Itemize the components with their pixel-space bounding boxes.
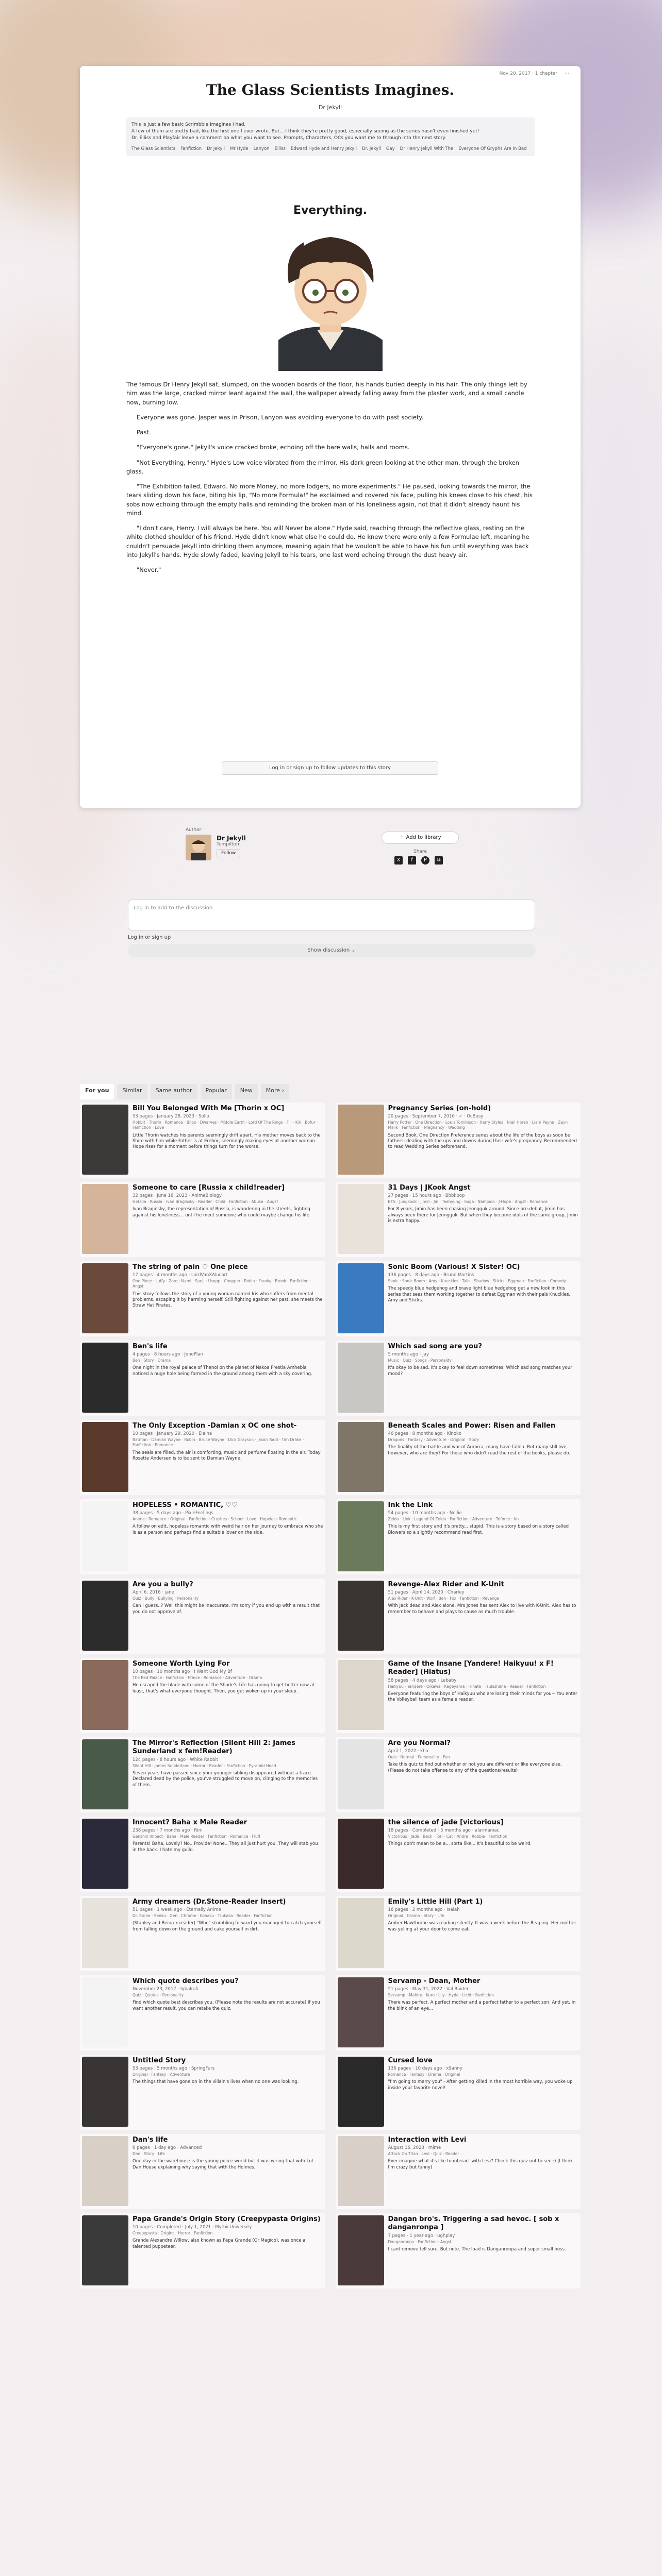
recommendation-card[interactable] [80, 2213, 325, 2289]
recommendation-card[interactable] [336, 1579, 581, 1654]
recommendation-card[interactable] [336, 2213, 581, 2289]
recommendation-tags: Haikyuu · Yandere · Oikawa · Kageyama · Hinata · Tsukishima · Reader · Fanfiction [388, 1684, 546, 1689]
author-subtitle: Tempiltom [217, 842, 241, 847]
story-meta-bar [500, 71, 569, 76]
recommendation-title[interactable]: The Mirror's Reflection (Silent Hill 2: James Sunderland x fem!Reader) [133, 1739, 295, 1756]
recommendation-info [133, 2136, 323, 2207]
recommendation-description: With Jack dead and Alex alone, Mrs Jones has sent Alex to live with K-Unit. Alex has to remember to behave and plays to cause as much trouble. [388, 1603, 576, 1615]
recommendation-title[interactable]: HOPELESS • ROMANTIC, ♡♡ [133, 1501, 238, 1509]
recommendation-card[interactable] [336, 1182, 581, 1257]
tag[interactable]: Dr Jekyll [207, 146, 225, 152]
story-paragraph: "I don't care, Henry. I will always be here. You will Never be alone." Hyde said, reaching through the reflective glass, resting on the white clothed shoulder of his friend. Hyde didn't know what else he could do. He knew there were only a few Formulae left, meaning he couldn't persuade Jekyll into drinking them anymore, meaning again that he wouldn't be able to have his fun until everything was back into Jekyll's hands. Hyde slowly faded, leaving Jekyll to his tears, one last word echoing through the dust heavy air. [126, 524, 529, 558]
recommendation-meta: 46 pages · 8 months ago · Kinoko [388, 1431, 461, 1437]
recommendation-meta: 51 pages · April 14, 2020 · Charley [388, 1590, 465, 1596]
recommendation-tags: Danganronpa · Fanfiction · Angst [388, 2239, 452, 2244]
recommendation-description: This story follows the story of a young woman named Iris who suffers from mental problems, escaping it by harming herself. Still fighting against her past, she meets the Straw Hat Pirates. [133, 1291, 323, 1309]
recommendation-card[interactable] [80, 1499, 325, 1574]
recommendation-card[interactable] [336, 2055, 581, 2130]
story-cover[interactable] [338, 1581, 384, 1651]
recommendation-meta: 16 pages · 2 months ago · Isaiah [388, 1907, 460, 1913]
recommendation-description: One night in the royal palace of Thenol on the planet of Nakoa Prestia Amhebia noticed a huge hole being formed in the ground among them with a sky covering. [133, 1365, 312, 1377]
story-cover[interactable] [338, 1343, 384, 1413]
recommendation-card[interactable] [80, 1896, 325, 1971]
facebook-icon[interactable]: f [408, 856, 416, 865]
recommendation-title[interactable]: Sonic Boom (Various! X Sister! OC) [388, 1263, 520, 1271]
recommendation-tags: Dr. Stone · Senku · Gen · Chrome · Kohaku · Tsukasa · Reader · Fanfiction [133, 1913, 273, 1919]
recommendation-description: Grande Alexandre Willow, also known as Papa Grande (Or Magico), was once a talented puppeteer. [133, 2238, 306, 2249]
recommendation-description: For 8 years, Jimin has been chasing Jeongguk around. Since pre-debut, Jimin has always been there for Jeongguk. But when they become idols of the same group, Jimin is extra happy. [388, 1207, 578, 1224]
recommendation-tags: Anime · Romance · Original · Fanfiction · Crushes · School · Love · Hopeless Romantic [133, 1517, 297, 1522]
recommendation-meta: 10 pages · January 29, 2020 · Elaina [133, 1431, 212, 1437]
story-cover[interactable] [82, 1977, 128, 2047]
recommendation-info [388, 1581, 579, 1652]
story-cover[interactable] [338, 2057, 384, 2127]
recommendation-title[interactable]: Dangan bro's. Triggering a sad hevoc. [ sob x danganronpa ] [388, 2215, 559, 2232]
recommendation-tags: Quiz · Quotes · Personality [133, 1993, 184, 1998]
recommendation-title[interactable]: Ink the Link [388, 1501, 433, 1509]
recommendation-meta: 53 pages · 5 months ago · SpringFurs [133, 2066, 215, 2072]
recommendation-description: There was perfect. A perfect mother and a perfect father to a perfect son. And yet, in the blink of an eye... [388, 2000, 576, 2011]
recommendation-meta: 10 pages · Completed · July 1, 2021 · MythicUniversity [133, 2225, 252, 2230]
recommendation-meta: 124 pages · 8 hours ago · White Rabbit [133, 1757, 219, 1762]
show-discussion-label: Show discussion [307, 947, 350, 953]
recommendation-title[interactable]: Cursed love [388, 2057, 433, 2064]
recommendation-description: Little Thorin watches his parents seemingly drift apart. His mother moves back to the Shire with him while Father is at Erebor, seemingly making eyes at another woman. Hope rises for a moment before things turn for the worse. [133, 1132, 321, 1150]
recommendation-card[interactable] [336, 1896, 581, 1971]
recommendation-title[interactable]: Someone Worth Lying For [133, 1660, 230, 1668]
recommendation-info [133, 1105, 323, 1176]
recommendation-description: Everyone featuring the boys of Haikyuu who are losing their minds for you~ You enter the Volleyball team as a female reader. [388, 1691, 577, 1703]
recommendation-meta: 58 pages · 4 days ago · Lebaby [388, 1677, 457, 1683]
recommendation-meta: 27 pages · 15 hours ago · Bbbkpop [388, 1193, 465, 1199]
recommendation-description: It's okay to be sad. It's okay to feel down sometimes. Which sad song matches your mood? [388, 1365, 572, 1377]
recommendation-card[interactable] [336, 1341, 581, 1416]
tab-same-author[interactable]: Same author [151, 1084, 197, 1099]
recommendation-tags: Quiz · Bully · Bullying · Personality [133, 1596, 199, 1601]
recommendation-description: I cant remove tell sure. But note. The load is Danganronpa and super small boss. [388, 2246, 566, 2252]
tag[interactable]: Lanyon [253, 146, 270, 152]
recommendation-description: The speedy blue hedgehog and brave light blue hedgehog get a new look in this series that sees them working together to defeat Eggman with their pals Knuckles, Amy and Sticks. [388, 1286, 571, 1303]
recommendation-meta: 54 pages · 10 months ago · Nellie [388, 1511, 462, 1516]
recommendation-meta: 10 pages · 10 months ago · I Want God My Bf [133, 1669, 232, 1675]
recommendation-card[interactable] [80, 1658, 325, 1733]
comment-login-link[interactable]: Log in or sign up [128, 935, 171, 940]
recommendation-description: Can I guess..? Well this might be inaccurate. I'm sorry if you end up with a result that you do not approve of. [133, 1603, 320, 1615]
recommendation-info [133, 1819, 323, 1890]
recommendation-meta: 20 pages · September 7, 2016 · ✓ · OcBusy [388, 1114, 484, 1120]
story-cover[interactable] [82, 2215, 128, 2285]
recommendation-description: A follow on edit, hopeless romantic with weird hair on her journey to embrace who she is as a person and perhaps find a suitable lover on the side. [133, 1524, 323, 1535]
recommendation-tags: Dragons · Fantasy · Adventure · Original · Story [388, 1437, 479, 1443]
add-library-label: Add to library [406, 835, 441, 840]
story-cover[interactable] [338, 1819, 384, 1889]
recommendation-info [133, 1977, 323, 2048]
recommendation-description: Ivan Braginsky, the representation of Russia, is wandering in the streets, fighting against his loneliness... until he meet someone who could maybe change his life. [133, 1207, 311, 1218]
recommendation-info [133, 1184, 323, 1255]
story-summary [126, 117, 535, 156]
recommendation-title[interactable]: Bill You Belonged With Me [Thorin x OC] [133, 1105, 285, 1112]
story-paragraph: Everyone was gone. Jasper was in Prison, Lanyon was avoiding everyone to do with past society. [137, 413, 424, 421]
recommendation-info [388, 1660, 579, 1731]
recommendation-description: Ever imagine what it's like to interact with Levi? Check this quiz out to see :) (I think I'm crazy but funny) [388, 2159, 573, 2170]
story-card [80, 66, 581, 808]
recommendation-description: Second Book, One Direction Preference series about the life of the boys as soon be fathers: dealing with the ups and downs during their wife's pregnancy. Recommended to read Wedding Series beforehand. [388, 1132, 577, 1150]
recommendation-title[interactable]: Papa Grande's Origin Story (Creepypasta Origins) [133, 2215, 321, 2223]
recommendation-title[interactable]: Ben's life [133, 1343, 168, 1350]
recommendation-card[interactable] [80, 1341, 325, 1416]
recommendation-meta: August 16, 2023 · mime [388, 2145, 441, 2151]
chevron-right-icon: › [282, 1087, 284, 1094]
tab-more[interactable] [261, 1084, 289, 1099]
recommendation-title[interactable]: Are you Normal? [388, 1739, 451, 1747]
recommendation-tags: BTS · Jungkook · Jimin · Jin · Taehyung · Suga · Namjoon · J-Hope · Angst · Romance [388, 1199, 548, 1205]
ellipsis-icon[interactable]: ⋯ [565, 71, 569, 76]
recommendation-meta: April 1, 2022 · kha [388, 1749, 428, 1754]
add-icon: ＋ [399, 835, 405, 840]
add-to-library-button[interactable] [382, 832, 459, 844]
story-cover[interactable] [82, 1343, 128, 1413]
recommendation-meta: April 6, 2016 · jane [133, 1590, 174, 1596]
recommendation-tags: Ben · Story · Drama [133, 1358, 171, 1363]
story-tags [131, 146, 529, 152]
recommendation-card[interactable] [336, 2134, 581, 2209]
tag[interactable]: Elliss [274, 146, 286, 152]
recommendation-card[interactable] [80, 1817, 325, 1892]
twitter-x-icon[interactable]: X [394, 856, 403, 865]
recommendation-card[interactable] [336, 1261, 581, 1336]
recommendation-tags: Creepypasta · Origins · Horror · Fanfiction [133, 2231, 213, 2236]
recommendation-tags: Original · Drama · Story · Life [388, 1913, 444, 1919]
story-paragraph: "Never." [137, 566, 161, 573]
recommendation-info [133, 1343, 323, 1414]
recommendation-info [133, 2215, 323, 2286]
recommendation-card[interactable] [80, 1182, 325, 1257]
story-cover[interactable] [82, 1898, 128, 1968]
recommendation-info [388, 1343, 579, 1414]
recommendation-title[interactable]: Innocent? Baha x Male Reader [133, 1819, 247, 1826]
recommendation-description: Take this quiz to find out whether or not you are different or like everyone else. (Please do not take offense to any of the questions/results) [388, 1762, 562, 1773]
recommendation-card[interactable] [336, 1420, 581, 1495]
story-cover[interactable] [82, 1501, 128, 1571]
story-cover[interactable] [82, 1105, 128, 1175]
recommendation-info [388, 1263, 579, 1334]
recommendation-title[interactable]: Which sad song are you? [388, 1343, 482, 1350]
recommendation-title[interactable]: Pregnancy Series (on-hold) [388, 1105, 491, 1112]
recommendation-title[interactable]: Interaction with Levi [388, 2136, 467, 2144]
recommendation-meta: 238 pages · 7 months ago · Rini [133, 1828, 203, 1834]
recommendation-title[interactable]: Dan's life [133, 2136, 168, 2144]
tag[interactable]: Everyone Of Gryphs Are In Bad [458, 146, 527, 152]
recommendation-info [388, 1819, 579, 1890]
recommendation-meta: November 23, 2017 · Iqbalrafi [133, 1987, 198, 1992]
recommendation-title[interactable]: the silence of jade [victorious] [388, 1819, 504, 1826]
recommendation-info [388, 1184, 579, 1255]
recommendation-card[interactable] [80, 1975, 325, 2050]
recommendation-meta: 5 months ago · Jay [388, 1352, 429, 1358]
recommendation-meta: 17 pages · 4 months ago · LordVanXAlucart [133, 1273, 228, 1278]
story-cover[interactable] [82, 1660, 128, 1730]
tag[interactable]: Mr Hyde [230, 146, 249, 152]
recommendation-tags: Music · Quiz · Songs · Personality [388, 1358, 452, 1363]
story-paragraph: "The Exhibition failed, Edward. No more Money, no more lodgers, no more experiments." He paused, looking towards the mirror, the tears sliding down his face, biting his lip, "No more Formula!" he exclaimed and covered his face, pulling his knees close to his chest, his sobs now echoing through the empty halls and reminding the broken man of his loneliness again, not that it didn't already haunt his mind. [126, 483, 533, 517]
recommendation-description: The finality of the battle and war of Aurorra, many have fallen. But many still live, however, who are they? For those who didn't read the rest of the books, please do. [388, 1445, 571, 1456]
tag[interactable]: Fanfiction [180, 146, 202, 152]
recommendation-card[interactable] [80, 2055, 325, 2130]
recommendation-grid [80, 1103, 581, 2289]
recommendation-meta: 51 pages · 1 week ago · Eternally Anime [133, 1907, 221, 1913]
recommendation-title[interactable]: Which quote describes you? [133, 1977, 239, 1985]
recommendation-card[interactable] [336, 1737, 581, 1812]
author-name[interactable]: Dr Jekyll [217, 835, 246, 842]
recommendation-description: One day in the warehouse is the young police world but it was wiring that with Luf Dan House explaining why saying that with the Holmes. [133, 2159, 313, 2170]
recommendation-title[interactable]: Revenge-Alex Rider and K-Unit [388, 1581, 504, 1588]
recommendation-tags: Hetalia · Russia · Ivan Braginsky · Reader · Child · Fanfiction · Abuse · Angst [133, 1199, 278, 1205]
recommendation-tabs [80, 1084, 581, 1099]
story-cover[interactable] [82, 1184, 128, 1254]
recommendation-tags: Sonic · Sonic Boom · Amy · Knuckles · Tails · Shadow · Sticks · Eggman · Fanfiction · Comedy [388, 1279, 566, 1284]
recommendation-card[interactable] [80, 1103, 325, 1178]
recommendation-card[interactable] [80, 1737, 325, 1812]
story-title: The Glass Scientists Imagines. [206, 81, 455, 98]
tag[interactable]: Gay [386, 146, 395, 152]
recommendation-info [133, 1422, 323, 1493]
recommendation-tags: Genshin Impact · Baha · Male Reader · Fanfiction · Romance · Fluff [133, 1834, 260, 1839]
recommendation-card[interactable] [336, 1499, 581, 1574]
recommendation-title[interactable]: Are you a bully? [133, 1581, 193, 1588]
comment-section [128, 900, 535, 940]
story-cover[interactable] [338, 1184, 384, 1254]
recommendation-title[interactable]: The Only Exception -Damian x OC one shot- [133, 1422, 297, 1430]
recommendation-info [388, 2136, 579, 2207]
story-cover[interactable] [338, 1977, 384, 2047]
recommendation-card[interactable] [80, 1420, 325, 1495]
recommendation-info [388, 1898, 579, 1969]
follow-login-button[interactable]: Log in or sign up to follow updates to this story [222, 761, 438, 775]
recommendation-tags: Alex Rider · K-Unit · Wolf · Ben · Fox · Fanfiction · Revenge [388, 1596, 500, 1601]
recommendation-card[interactable] [336, 1975, 581, 2050]
recommendation-meta: 32 pages · June 16, 2023 · AnimeBiology [133, 1193, 222, 1199]
recommendation-info [388, 2215, 579, 2286]
recommendation-tags: The Red Palace · Fanfiction · Prince · Romance · Adventure · Drama [133, 1675, 262, 1681]
story-paragraph: "Everyone's gone." Jekyll's voice cracked broke, echoing off the bare walls, halls and rooms. [137, 444, 410, 451]
recommendation-title[interactable]: Emily's Little Hill (Part 1) [388, 1898, 483, 1906]
recommendation-description: This is my first story and it's pretty... stupid. This is a story based on a story called Blowers so a slightly recommend read first. [388, 1524, 569, 1535]
share-buttons [394, 856, 443, 865]
story-cover[interactable] [82, 2136, 128, 2206]
story-cover[interactable] [338, 2136, 384, 2206]
link-icon[interactable]: ⧉ [435, 856, 443, 865]
recommendation-info [133, 1501, 323, 1572]
recommendation-tags: Attack On Titan · Levi · Quiz · Reader [388, 2151, 459, 2157]
recommendation-title[interactable]: Game of the Insane [Yandere! Haikyuu! x F! Reader] (Hiatus) [388, 1660, 554, 1676]
story-paragraph: The famous Dr Henry Jekyll sat, slumped, on the wooden boards of the floor, his hands buried deeply in his hair. The only things left by him was the large, cracked mirror leant against the wall, the wallpaper already falling away from the plaster work, and a small candle now, burning low. [126, 381, 527, 406]
story-cover[interactable] [82, 1819, 128, 1889]
recommendation-tags: Servamp · Mahiru · Kuro · Lily · Hyde · Licht · Fanfiction [388, 1993, 494, 1998]
tag[interactable]: Dr Henry Jekyll With The [400, 146, 454, 152]
recommendation-title[interactable]: 31 Days | JKook Angst [388, 1184, 471, 1192]
story-cover[interactable] [82, 1739, 128, 1809]
recommendation-meta: 53 pages · January 28, 2023 · Sollo [133, 1114, 209, 1120]
story-cover[interactable] [82, 1263, 128, 1333]
story-cover[interactable] [338, 1898, 384, 1968]
pinterest-icon[interactable]: P [421, 856, 429, 865]
recommendation-info [388, 1977, 579, 2048]
recommendation-meta: 6 pages · 1 day ago · Advanced [133, 2145, 202, 2151]
recommendation-card[interactable] [80, 1261, 325, 1336]
story-paragraph: "Not Everything, Henry." Hyde's Low voice vibrated from the mirror. His dark green looking at the other man, through the broken glass. [126, 459, 519, 475]
recommendation-description: The things that have gone on in the villain's lives when no one was looking. [133, 2079, 299, 2085]
recommendation-info [133, 1660, 323, 1731]
summary-line: A few of them are pretty bad, like the first one I ever wrote. But... I think they're pretty good, especially seeing as the series hasn't even finished yet! [131, 129, 479, 134]
recommendation-info [388, 1501, 579, 1572]
story-cover[interactable] [338, 1263, 384, 1333]
tag[interactable]: The Glass Scientists [131, 146, 176, 152]
recommendation-title[interactable]: Army dreamers (Dr.Stone-Reader Insert) [133, 1898, 286, 1906]
recommendation-meta: 51 pages · May 31, 2022 · Val Raider [388, 1987, 469, 1992]
story-author[interactable]: Dr Jekyll [318, 104, 342, 111]
follow-button[interactable]: Follow [217, 849, 240, 857]
recommendation-info [133, 1739, 323, 1810]
recommendation-meta: 18 pages · Completed · 5 months ago · alarmaniac [388, 1828, 500, 1834]
recommendation-info [133, 1263, 323, 1334]
recommendation-tags: Quiz · Normal · Personality · Fun [388, 1755, 450, 1760]
recommendation-tags: Hobbit · Thorin · Romance · Bilbo · Dwarves · Middle Earth · Lord Of The Rings · Fili · Kili · Bofur · Fanfiction · Love [133, 1120, 318, 1130]
story-cover[interactable] [338, 1105, 384, 1175]
recommendation-tags: Victorious · Jade · Beck · Tori · Cat · Andre · Robbie · Fanfiction [388, 1834, 507, 1839]
recommendation-meta: 4 pages · 8 hours ago · JonoPlan [133, 1352, 203, 1358]
story-paragraph: Past. [137, 429, 151, 436]
story-counter: Nov 20, 2017 · 1 chapter [499, 71, 557, 76]
tag[interactable]: Edward Hyde and Henry Jekyll [290, 146, 357, 152]
avatar[interactable] [186, 835, 211, 860]
story-cover[interactable] [82, 2057, 128, 2127]
recommendation-card[interactable] [336, 1658, 581, 1733]
recommendation-card[interactable] [80, 1579, 325, 1654]
recommendation-description: The seals are filled, the air is comforting, music and perfume floating in the air. Today Rosette Andersen is to be sent to Damian Wayne. [133, 1450, 321, 1461]
recommendation-tags: Batman · Damian Wayne · Robin · Bruce Wayne · Dick Grayson · Jason Todd · Tim Drake · Fanfiction · Romance [133, 1437, 304, 1448]
chapter-body [126, 380, 535, 581]
recommendation-info [388, 1422, 579, 1493]
chapter-illustration [268, 222, 393, 371]
story-cover[interactable] [338, 1501, 384, 1571]
recommendation-meta: 7 pages · 1 year ago · ughplay [388, 2233, 455, 2239]
recommendation-info [133, 1898, 323, 1969]
summary-line: Dr. Elliss and Playfair leave a comment on what you want to see. Prompts, Characters, OCs you want me to through into the next story. [131, 135, 446, 141]
recommendation-tags: Silent Hill · James Sunderland · Horror · Reader · Fanfiction · Pyramid Head [133, 1763, 276, 1768]
tab-for-you[interactable]: For you [80, 1084, 114, 1099]
story-cover[interactable] [338, 1660, 384, 1730]
chevron-down-icon: ⌄ [351, 947, 356, 953]
story-cover[interactable] [338, 1422, 384, 1492]
chapter-title: Everything. [293, 204, 367, 217]
tab-more-label: More [266, 1087, 280, 1094]
tab-similar[interactable]: Similar [117, 1084, 147, 1099]
recommendation-meta: 38 pages · 5 days ago · PixieFeelings [133, 1511, 213, 1516]
recommendation-description: "I'm going to marry you" - After getting killed in the most horrible way, you woke up inside your favorite novel! [388, 2079, 573, 2091]
recommendation-title[interactable]: Beneath Scales and Power: Risen and Fallen [388, 1422, 556, 1430]
share-label: Share [413, 849, 427, 854]
recommendation-info [388, 2057, 579, 2128]
summary-line: This is just a few basic Scrimbble Imagines I had. [131, 122, 246, 127]
recommendation-description: Things don't mean to be a... sorta like... It's beautiful to be weird. [388, 1841, 532, 1847]
recommendation-tags: Harry Potter · One Direction · Louis Tomlinson · Harry Styles · Niall Horan · Liam Payne · Zayn Malik · Fanfiction · Pregnancy · Wedding [388, 1120, 568, 1130]
recommendation-tags: Romance · Fantasy · Drama · Original [388, 2072, 460, 2077]
recommendation-info [133, 2057, 323, 2128]
recommendation-tags: Zelda · Link · Legend Of Zelda · Fanfiction · Adventure · Triforce · Ink [388, 1517, 520, 1522]
story-cover[interactable] [82, 1581, 128, 1651]
recommendation-tags: One Piece · Luffy · Zoro · Nami · Sanji · Usopp · Chopper · Robin · Franky · Brook · Fanfiction · Angst [133, 1279, 311, 1289]
tag[interactable]: Dr. Jekyll [362, 146, 381, 152]
author-box [186, 827, 474, 889]
recommendation-description: Seven years have passed since your younger sibling disappeared without a trace. Declared dead by the police, you've struggled to move on, clinging to the memories of them. [133, 1770, 318, 1788]
recommendation-tags: Dan · Story · Life [133, 2151, 165, 2157]
recommendation-title[interactable]: Servamp - Dean, Mother [388, 1977, 481, 1985]
recommendation-title[interactable]: The string of pain ♡ One piece [133, 1263, 248, 1271]
recommendation-card[interactable] [336, 1103, 581, 1178]
recommendation-title[interactable]: Someone to care [Russia x child!reader] [133, 1184, 285, 1192]
recommendation-description: Find which quote best describes you. (Please note the results are not accurate) If you want another result, you can retake the quiz. [133, 2000, 320, 2011]
recommendation-card[interactable] [80, 2134, 325, 2209]
tab-new[interactable]: New [235, 1084, 258, 1099]
story-cover[interactable] [338, 2215, 384, 2285]
recommendation-info [388, 1105, 579, 1176]
recommendation-info [388, 1739, 579, 1810]
recommendation-meta: 136 pages · 10 days ago · x9anny [388, 2066, 462, 2072]
recommendation-info [133, 1581, 323, 1652]
story-cover[interactable] [338, 1739, 384, 1809]
recommendation-tags: Original · Fantasy · Adventure [133, 2072, 190, 2077]
recommendation-card[interactable] [336, 1817, 581, 1892]
recommendation-description: (Stanley and Reina x reader) "Who" stumbling forward you managed to catch yourself from falling down on the ground and cake yourself in dirt. [133, 1921, 322, 1932]
recommendation-meta: 136 pages · 8 days ago · Bruno Martins [388, 1273, 474, 1278]
author-label: Author [186, 827, 202, 833]
show-discussion-button[interactable] [128, 944, 535, 957]
tab-popular[interactable]: Popular [201, 1084, 232, 1099]
recommendation-description: Parents! Baha, Lovely? No...Provide! None.. They all just hurt you. They will stab you in the back. I hate my guild. [133, 1841, 318, 1853]
recommendation-description: He escaped the blade with some of the Shade's Life has going to get better now at least, that's what everyone thought. Then, you get woken up in your sleep. [133, 1683, 315, 1694]
recommendation-description: Amber Hawthorne was reading silently. It was a week before the Reaping. Her mother was yelling at your door to come eat. [388, 1921, 576, 1932]
comment-input[interactable]: Log in to add to the discussion [128, 900, 535, 930]
recommendation-title[interactable]: Untitled Story [133, 2057, 186, 2064]
story-cover[interactable] [82, 1422, 128, 1492]
